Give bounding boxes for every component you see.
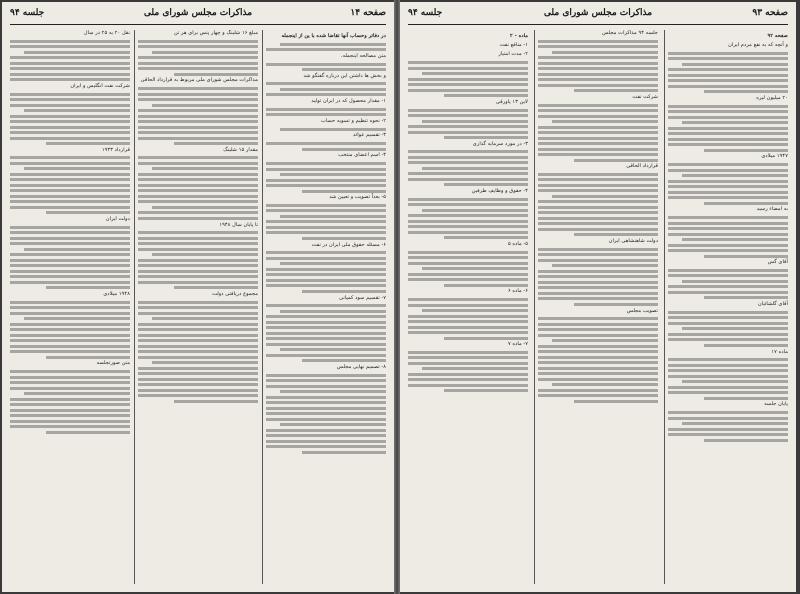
paragraph: و بخش ها داشتن این درباره گفتگو شد: [303, 72, 386, 79]
paragraph: شرکت نفت: [632, 93, 658, 100]
list-item: ۴- حقوق و وظایف طرفین: [471, 188, 528, 195]
list-item: ۷- تقسیم سود کمپانی: [339, 294, 386, 301]
right-header-rule: [408, 24, 788, 25]
right-page-number: صفحه ۹۳: [752, 8, 788, 18]
paragraph: جلسه ۹۴ مذاکرات مجلس: [602, 30, 658, 36]
list-item: ۲- نحوه تنظیم و تسویه حساب: [320, 118, 386, 125]
left-page-number: صفحه ۱۴: [350, 8, 386, 18]
paragraph: ۱۹۴۷ میلادی: [761, 153, 788, 160]
paragraph: مذاکرات مجلس شورای ملی مربوط به قرارداد الحاقی: [140, 77, 258, 84]
left-page-header: [10, 8, 386, 22]
right-page-title: مذاکرات مجلس شورای ملی: [543, 8, 653, 18]
left-column-3: [10, 30, 130, 586]
right-column-1: [668, 30, 788, 586]
list-item: ۱- مقدار محصول که در ایران تولید: [311, 98, 386, 105]
column-separator: [262, 30, 263, 584]
paragraph: لاین ۱۳ پاورقی: [495, 98, 528, 105]
right-column-2: [538, 30, 658, 586]
list-item: ۲- مدت امتیاز: [498, 51, 528, 58]
left-page: [2, 2, 394, 592]
paragraph: ۱۹۴۸ میلادی: [103, 291, 130, 298]
paragraph: به امضاء رسید: [756, 206, 788, 213]
list-item: ۱- منافع نفت: [499, 42, 528, 49]
paragraph: مقدار ۱۵ شلینگ: [223, 146, 258, 153]
right-page-header: [408, 8, 788, 22]
list-item: ۵- بعداً تصویب و تعیین شد: [329, 194, 386, 201]
paragraph: نقل ۲۰ به ۲۵ در سال: [83, 30, 130, 36]
right-page: [400, 2, 796, 592]
list-item: ۶- ماده ۶: [507, 288, 528, 295]
column-separator: [534, 30, 535, 584]
left-header-rule: [10, 24, 386, 25]
list-item: ۳- تقسیم عوائد: [353, 132, 386, 139]
left-column-1: [266, 30, 386, 586]
paragraph: در دفاتر وحساب آنها تقاضا شده با ین از اینجمله: [281, 33, 386, 39]
left-session-label: جلسه ۹۴: [10, 8, 45, 18]
paragraph: تصویب مجلس: [626, 307, 658, 314]
paragraph: صفحه ۹۲: [767, 33, 788, 39]
paragraph: متن مصالحه اینجمله.: [340, 52, 386, 59]
paragraph: دولت ایران: [105, 216, 130, 223]
left-column-2: [138, 30, 258, 586]
paragraph: و آنچه که به نفع مردم ایران: [728, 42, 788, 49]
paragraph: دولت شاهنشاهی ایران: [608, 238, 658, 245]
paragraph: تا پایان سال ۱۹۴۸: [219, 221, 258, 228]
paragraph: آقای گلشائیان: [757, 301, 788, 308]
paragraph: متن صورتجلسه: [96, 360, 130, 367]
right-session-label: جلسه ۹۴: [408, 8, 443, 18]
right-column-3: [408, 30, 528, 586]
section-heading: ماده - ۲: [510, 33, 528, 39]
list-item: ۳- در مورد سرمایه گذاری: [472, 140, 528, 147]
paragraph: قرارداد الحاقی: [626, 163, 658, 170]
list-item: ۸- تصمیم نهایی مجلس: [336, 363, 386, 370]
paragraph: شرکت نفت انگلیس و ایران: [70, 82, 130, 89]
left-page-title: مذاکرات مجلس شورای ملی: [143, 8, 253, 18]
list-item: ۷- ماده ۷: [507, 341, 528, 348]
list-item: ۴- اسم اعضای منتخب: [338, 152, 386, 159]
column-separator: [664, 30, 665, 584]
paragraph: پایان جلسه: [764, 401, 788, 408]
paragraph: مجموع دریافتی دولت: [212, 291, 258, 298]
paragraph: ۲۰ میلیون لیره: [756, 95, 788, 102]
list-item: ۵- ماده ۵: [507, 240, 528, 247]
paragraph: آقای گس: [767, 259, 788, 266]
list-item: ۶- مسئله حقوق ملی ایران در نفت: [311, 241, 386, 248]
column-separator: [134, 30, 135, 584]
paragraph: مبلغ ۱۶ شلینگ و چهار پنس برای هر تن: [173, 30, 258, 36]
paragraph: قرارداد ۱۹۳۳: [101, 146, 130, 153]
paragraph: ماده ۱۷: [771, 348, 788, 355]
